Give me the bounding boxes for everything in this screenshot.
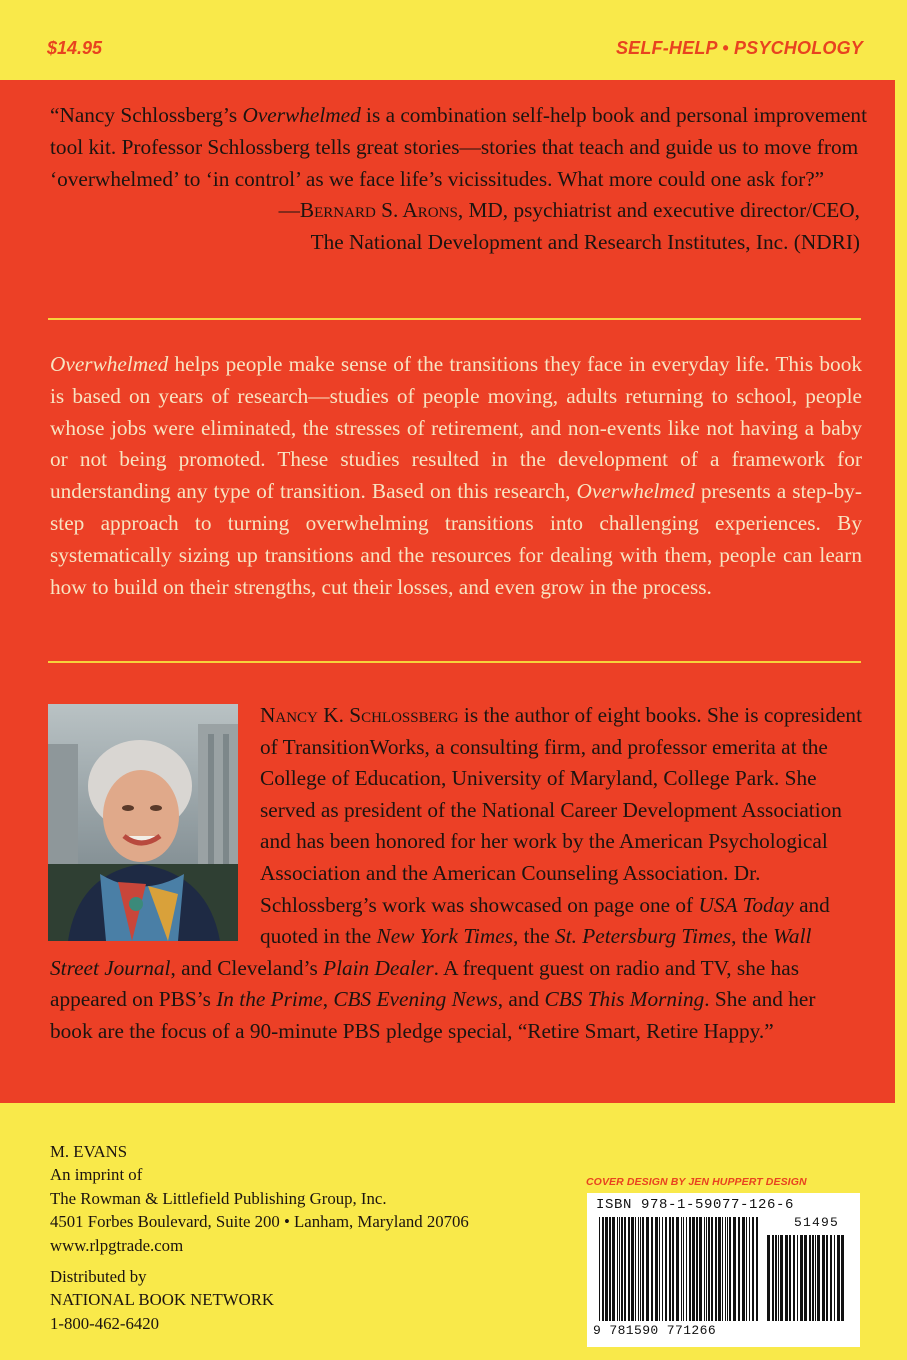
barcode-bar (767, 1235, 770, 1321)
imprint-label: An imprint of (50, 1165, 143, 1185)
barcode-bar (612, 1217, 615, 1321)
bio-text: , (322, 987, 334, 1012)
barcode-bar (725, 1217, 726, 1321)
desc-text-2: presents a step-by-step approach to turning overwhelming transitions into challenging experiences. By systematically sizing up transitions and the resources for dealing with them, people can learn how to build on their strengths, cut their losses, and even grow in the process. (50, 479, 863, 599)
distributor-name: NATIONAL BOOK NETWORK (50, 1290, 275, 1310)
author-name: Nancy K. Schlossberg (260, 703, 459, 727)
barcode-bar (659, 1217, 660, 1321)
barcode-bar (752, 1217, 754, 1321)
isbn-barcode (587, 1193, 860, 1347)
publishing-group: The Rowman & Littlefield Publishing Group, Inc. (50, 1188, 387, 1208)
endorsement-quote (50, 100, 870, 259)
barcode-bar (708, 1217, 710, 1321)
bio-text: , and Cleveland’s (170, 955, 324, 980)
barcode-bar (778, 1235, 779, 1321)
barcode-bar (812, 1235, 814, 1321)
barcode-bar (822, 1235, 825, 1321)
quote-book-title: Overwhelmed (242, 103, 361, 127)
bio-text: , and (497, 987, 545, 1012)
publisher-info (50, 1140, 469, 1335)
bio-text: , the (513, 924, 556, 949)
barcode-bar (640, 1217, 641, 1321)
desc-text-1: helps people make sense of the transitions they face in everyday life. This book is based on years of research—studies of people moving, adults returning to school, people whose jobs were eliminated, the stresses of retirement, and non-events like not having a baby or not being promoted. These studies resulted in the development of a framework for understanding any type of transition. Based on this research, (50, 352, 862, 504)
barcode-bar (841, 1235, 844, 1321)
publisher-name: M. EVANS (50, 1142, 128, 1161)
barcode-bar (785, 1235, 788, 1321)
bio-italic-title: Wall Street Journal (50, 924, 812, 980)
barcode-bar (797, 1235, 798, 1321)
price-code-digits: 51495 (794, 1215, 840, 1230)
barcode-bar (646, 1217, 649, 1321)
barcode-bar (672, 1217, 674, 1321)
barcode-bar (742, 1217, 745, 1321)
bio-italic-title: New York Times (376, 924, 514, 949)
ean-digits: 9 781590 771266 (593, 1323, 717, 1338)
barcode-bar (683, 1217, 684, 1321)
barcode-bar (621, 1217, 623, 1321)
distributor-phone: 1-800-462-6420 (50, 1313, 160, 1333)
barcode-bar (775, 1235, 777, 1321)
publisher-website: www.rlpgtrade.com (50, 1235, 184, 1255)
bio-text: and quoted in the (260, 892, 830, 949)
barcode-bar (815, 1235, 816, 1321)
barcode-bar (651, 1217, 653, 1321)
barcode-bar (599, 1217, 600, 1321)
bio-text: is the author of eight books. She is copresident of TransitionWorks, a consulting firm, and professor emerita at the College of Education, University of Maryland, College Park. She served as president of the National Career Development Association and has been honored for her work by the American Psychological Association and the American Counseling Association. Dr. Schlossberg’s work was showcased on page one of (260, 703, 863, 917)
barcode-bar (746, 1217, 747, 1321)
bio-italic-title: CBS Evening News (333, 987, 498, 1012)
barcode-bar (689, 1217, 691, 1321)
barcode-bar (780, 1235, 783, 1321)
attribution-organization: The National Development and Research Institutes, Inc. (NDRI) (310, 230, 860, 255)
barcode-bar (619, 1217, 620, 1321)
bio-italic-title: In the Prime (216, 987, 323, 1012)
barcode-bar (638, 1217, 639, 1321)
barcode-bar (609, 1217, 611, 1321)
barcode-bar (692, 1217, 695, 1321)
yellow-edge-strip (895, 80, 907, 1103)
desc-book-title: Overwhelmed (50, 352, 169, 376)
isbn-text: ISBN 978-1-59077-126-6 (596, 1197, 795, 1213)
barcode-bar (733, 1217, 736, 1321)
price-barcode-bars (767, 1235, 847, 1321)
barcode-bar (676, 1217, 679, 1321)
barcode-bar (686, 1217, 687, 1321)
barcode-bar (837, 1235, 840, 1321)
barcode-bar (624, 1217, 626, 1321)
barcode-bar (718, 1217, 721, 1321)
divider-rule (48, 661, 861, 663)
category-label: SELF-HELP • PSYCHOLOGY (615, 38, 863, 58)
barcode-bar (804, 1235, 807, 1321)
author-bio (50, 700, 862, 1048)
ean-barcode-bars (599, 1217, 759, 1321)
barcode-bar (669, 1217, 671, 1321)
barcode-bar (809, 1235, 811, 1321)
bio-italic-title: Plain Dealer (323, 955, 434, 980)
barcode-bar (631, 1217, 634, 1321)
barcode-bar (830, 1235, 832, 1321)
barcode-bar (793, 1235, 795, 1321)
barcode-bar (699, 1217, 702, 1321)
quote-attribution (50, 195, 860, 227)
barcode-bar (706, 1217, 707, 1321)
bio-italic-title: USA Today (698, 892, 794, 917)
cover-design-credit: COVER DESIGN BY JEN HUPPERT DESIGN (586, 1176, 807, 1188)
book-description (50, 349, 862, 603)
barcode-bar (756, 1217, 758, 1321)
barcode-bar (704, 1217, 705, 1321)
quote-text (50, 100, 870, 195)
barcode-bar (817, 1235, 820, 1321)
quote-body: is a combination self-help book and personal improvement tool kit. Professor Schlossberg tells great stories—stories that teach and guide us to move from ‘overwhelmed’ to ‘in control’ as we face life’s vicissitudes. What more could one ask for?” (50, 103, 867, 191)
quote-open: “Nancy Schlossberg’s (50, 103, 243, 127)
barcode-bar (681, 1217, 682, 1321)
attribution-dash: — (278, 198, 300, 223)
barcode-bar (727, 1217, 728, 1321)
barcode-bar (738, 1217, 740, 1321)
barcode-bar (617, 1217, 618, 1321)
barcode-bar (826, 1235, 828, 1321)
bio-italic-title: St. Petersburg Times (555, 924, 732, 949)
barcode-bar (696, 1217, 698, 1321)
barcode-bar (635, 1217, 636, 1321)
barcode-bar (665, 1217, 667, 1321)
barcode-bar (602, 1217, 604, 1321)
barcode-bar (772, 1235, 774, 1321)
barcode-bar (729, 1217, 731, 1321)
bio-text: . She and her book are the focus of a 90-minute PBS pledge special, “Retire Smart, Retire Happy.” (50, 987, 816, 1043)
bio-text: . A frequent guest on radio and TV, she has appeared on PBS’s (50, 955, 800, 1012)
barcode-bar (628, 1217, 630, 1321)
distributed-label: Distributed by (50, 1267, 147, 1287)
barcode-bar (800, 1235, 803, 1321)
publisher-address: 4501 Forbes Boulevard, Suite 200 • Lanham, Maryland 20706 (50, 1212, 469, 1232)
barcode-bar (722, 1217, 723, 1321)
attribution-role: , MD, psychiatrist and executive director/CEO, (457, 198, 860, 223)
bio-text: , the (731, 924, 774, 949)
barcode-bar (715, 1217, 717, 1321)
barcode-bar (642, 1217, 644, 1321)
barcode-bar (655, 1217, 658, 1321)
bio-italic-title: CBS This Morning (544, 987, 705, 1012)
barcode-bar (789, 1235, 791, 1321)
attribution-name: Bernard S. Arons (299, 198, 458, 223)
barcode-bar (605, 1217, 608, 1321)
barcode-bar (711, 1217, 713, 1321)
barcode-bar (662, 1217, 663, 1321)
divider-rule (48, 318, 861, 320)
barcode-bar (834, 1235, 835, 1321)
price-label: $14.95 (47, 38, 103, 58)
desc-book-title-2: Overwhelmed (576, 479, 695, 504)
barcode-bar (749, 1217, 750, 1321)
